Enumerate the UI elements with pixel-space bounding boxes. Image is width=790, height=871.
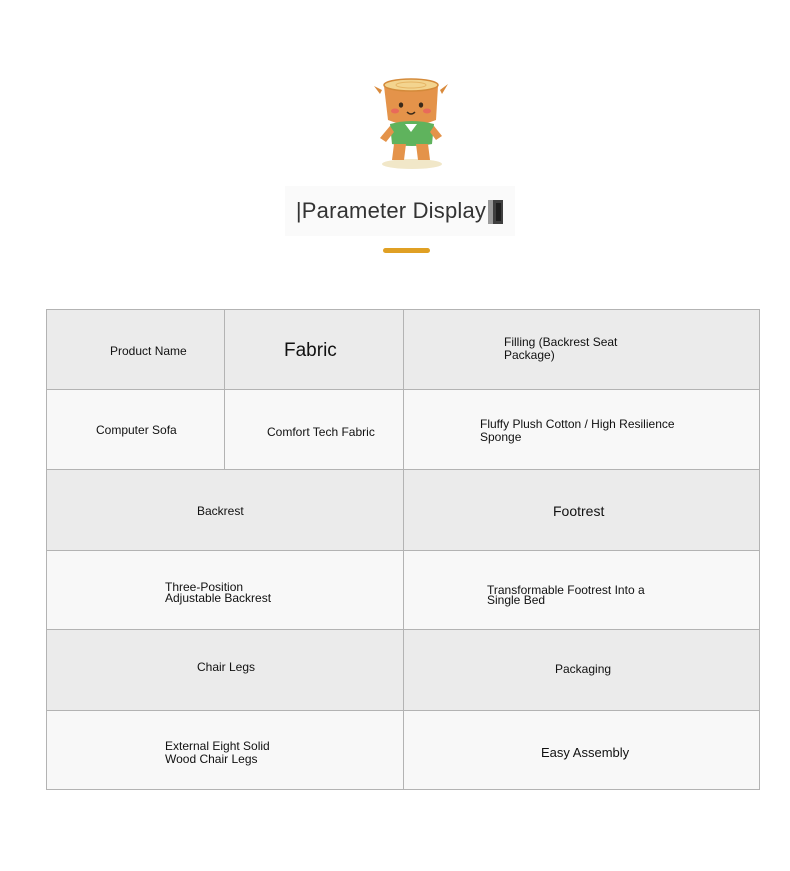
- table-cell-header: [225, 310, 404, 390]
- section-title-text: |Parameter Display: [295, 198, 487, 223]
- table-cell-value: [404, 711, 759, 789]
- packaging-value: Easy Assembly: [541, 745, 630, 760]
- table-cell-header: [404, 630, 759, 711]
- fabric-label: Fabric: [284, 340, 337, 361]
- title-underline-divider: [383, 248, 430, 253]
- product-name-value: Computer Sofa: [96, 423, 177, 437]
- filling-value: Fluffy Plush Cotton / High Resilience Sponge: [480, 417, 675, 444]
- table-cell-header: [404, 310, 759, 390]
- footrest-value: Transformable Footrest Into a Single Bed: [487, 583, 645, 607]
- backrest-label: Backrest: [197, 504, 244, 518]
- backrest-value: Three-Position Adjustable Backrest: [165, 580, 272, 605]
- table-cell-header: [47, 310, 225, 390]
- parameter-table: [46, 309, 760, 790]
- product-name-label: Product Name: [110, 344, 187, 358]
- footrest-label: Footrest: [553, 503, 605, 519]
- chair-legs-value: External Eight Solid Wood Chair Legs: [165, 739, 270, 766]
- tree-stump-mascot-illustration: [372, 72, 452, 172]
- table-cell-value: [47, 551, 404, 630]
- table-cell-header: [47, 470, 404, 551]
- table-cell-value: [47, 711, 404, 789]
- table-cell-header: [47, 630, 404, 711]
- packaging-label: Packaging: [555, 662, 612, 676]
- table-cell-value: [225, 390, 404, 470]
- fabric-value: Comfort Tech Fabric: [267, 425, 375, 439]
- table-cell-value: [404, 551, 759, 630]
- section-title: [285, 186, 515, 236]
- table-cell-value: [404, 390, 759, 470]
- chair-legs-label: Chair Legs: [197, 660, 256, 674]
- filling-label: Filling (Backrest Seat Package): [504, 335, 618, 362]
- table-cell-value: [47, 390, 225, 470]
- table-cell-header: [404, 470, 759, 551]
- cube-icon: [487, 199, 504, 225]
